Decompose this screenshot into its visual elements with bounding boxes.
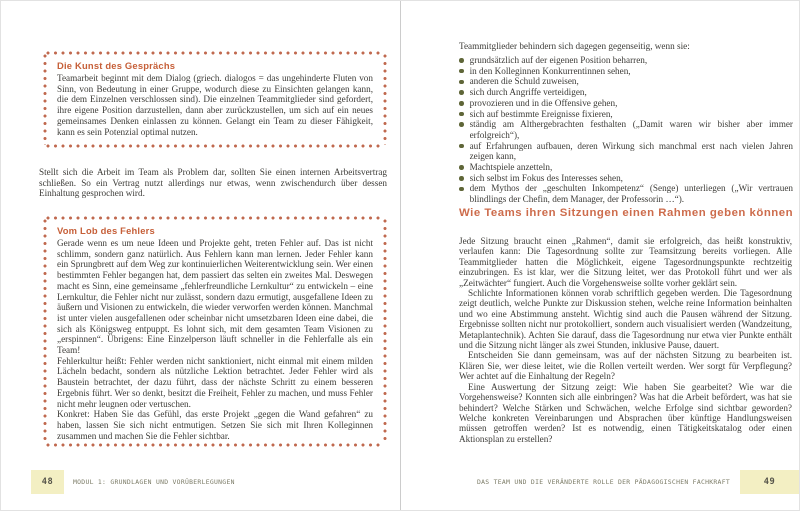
list-item <box>459 141 793 162</box>
running-head-left: MODUL 1: GRUNDLAGEN UND VORÜBERLEGUNGEN <box>73 478 235 486</box>
list-item <box>459 119 793 140</box>
dotted-border-top <box>46 216 384 220</box>
running-head-right: DAS TEAM UND DIE VERÄNDERTE ROLLE DER PÄDAGOGISCHEN FACHKRAFT <box>477 478 730 486</box>
left-page-footer <box>1 470 400 494</box>
bullet-text: sich durch Angriffe verteidigen, <box>469 87 587 98</box>
bullet-text: grundsätzlich auf der eigenen Position beharren, <box>469 55 648 65</box>
bullet-text: sich selbst im Fokus des Interesses sehen, <box>469 172 623 183</box>
bullet-text: dem Mythos der „geschulten Inkompetenz“ (Senge) unterliegen („Wir vertrauen blindlings der Chefin, dem Manager, der Professorin …“). <box>469 183 793 205</box>
page-right <box>401 1 800 510</box>
bullet-dot-icon <box>459 165 464 170</box>
bullet-dot-icon <box>459 176 464 181</box>
bullet-text: ständig am Althergebrachten festhalten („Damit waren wir bisher aber immer erfolgreich“), <box>469 119 793 140</box>
info-box-fehler <box>43 216 387 447</box>
bullet-dot-icon <box>459 122 464 127</box>
dotted-border-left <box>43 219 47 444</box>
list-item <box>459 173 793 184</box>
list-item <box>459 98 793 109</box>
section-heading: Wie Teams ihren Sitzungen einen Rahmen geben können <box>459 207 794 219</box>
body-paragraph: Jede Sitzung braucht einen „Rahmen“, damit sie erfolgreich, das heißt konstruktiv, verlaufen kann: Die Tagesordnung sollte zur Teamsitzung bereits vorliegen. Alle Teammitglieder hatten die Möglichkeit, eigene Tagesordnungspunkte rechtzeitig einzubringen. Es ist klar, wer die Sitzung leitet, wer das Protokoll führt und wer als „Zeitwächter“ fungiert. Auch die Vorgehensweise sollte vorher geklärt sein. <box>459 236 792 288</box>
list-item <box>459 76 793 87</box>
hindrance-bullet-list <box>459 55 793 205</box>
page-number-left: 48 <box>41 477 54 487</box>
dotted-border-top <box>46 51 384 55</box>
bullet-dot-icon <box>459 101 464 106</box>
bullet-text: provozieren und in die Offensive gehen, <box>469 97 618 108</box>
bullet-dot-icon <box>459 112 464 117</box>
section-paragraphs <box>459 236 792 444</box>
page-number-box-right <box>740 470 799 494</box>
dotted-border-right <box>383 54 387 145</box>
bullet-text: auf Erfahrungen aufbauen, deren Wirkung sich manchmal erst nach vielen Jahren zeigen kann, <box>469 140 793 162</box>
page-left <box>1 1 400 510</box>
bullet-dot-icon <box>459 80 464 85</box>
dotted-border-bottom <box>46 144 384 148</box>
bullet-dot-icon <box>459 58 464 63</box>
bullet-dot-icon <box>459 69 464 74</box>
box-title-gespraechs: Die Kunst des Gesprächs <box>57 60 176 71</box>
paragraph-arbeitsvertrag: Stellt sich die Arbeit im Team als Problem dar, sollten Sie einen internen Arbeitsvertrag schließen. So ein Vertrag nutzt allerdings nur etwas, wenn zwischendurch über dessen Einhaltung gesprochen wird. <box>39 167 387 199</box>
page-number-box-left <box>31 470 64 494</box>
dotted-border-left <box>43 54 47 145</box>
body-paragraph: Entscheiden Sie dann gemeinsam, was auf der nächsten Sitzung zu bearbeiten ist. Klären Sie, wer diese leitet, wie die Rollen verteilt werden. Wer sorgt für Verpflegung? Wer achtet auf die Einhaltung der Regeln? <box>459 350 792 382</box>
bullet-list-intro: Teammitglieder behindern sich dagegen gegenseitig, wenn sie: <box>459 41 690 51</box>
page-number-right: 49 <box>763 477 776 487</box>
list-item <box>459 87 793 98</box>
box-body-fehler <box>57 238 373 441</box>
bullet-text: anderen die Schuld zuweisen, <box>469 76 579 87</box>
body-paragraph: Schlichte Informationen können vorab schriftlich gegeben werden. Die Tagesordnung zeigt deutlich, welche Punkte zur Diskussion stehen, welche reine Information beinhalten und wo eine Abstimmung ansteht. Wichtig sind auch die Pausen während der Sitzung. Ergebnisse sollten nicht nur protokolliert, sondern auch visualisiert werden (Wandzeitung, Metaplantechnik). Achten Sie darauf, dass die Tagesordnung nur etwa vier Punkte enthält und die Sitzung nicht länger als zwei Stunden, inklusive Pause, dauert. <box>459 288 792 351</box>
box-paragraph: Gerade wenn es um neue Ideen und Projekte geht, treten Fehler auf. Das ist nicht schlimm, sondern ganz natürlich. Aus Fehlern kann man lernen. Jeder Fehler kann ein Sprungbrett auf dem Weg zur kontinuierlichen Weiterentwicklung sein. Wer einen bestimmten Fehler begangen hat, dem passiert das selten ein zweites Mal. Deswegen macht es Sinn, eine gemeinsame „fehlerfreundliche Lernkultur“ zu entwickeln – eine Lernkultur, die Fehler nicht nur zulässt, sondern dazu ermutigt, ausgefallene Ideen zu äußern und Visionen zu entwickeln, die wieder verworfen werden können. Manchmal ist unter vielen ausgefallenen oder scheinbar nicht umsetzbaren Ideen eine dabei, die sich als Königsweg entpuppt. Es lohnt sich, mit dem gesamten Team Visionen zu „erspinnen“. Übrigens: Eine Einzelperson läuft schneller in die Fehlerfalle als ein Team! <box>57 238 373 356</box>
bullet-text: sich auf bestimmte Ereignisse fixieren, <box>469 108 613 119</box>
list-item <box>459 55 793 66</box>
box-body-gespraechs: Teamarbeit beginnt mit dem Dialog (griech. dialogos = das ungehinderte Fluten von Sinn, von Bedeutung in einer Gruppe, wodurch diese zu Einsichten gelangen kann, die dem Einzelnen verschlossen sind). Die einzelnen Teammitglieder sind gefordert, ihre eigene Position darzustellen, dann aber zurückzustellen, um sich auf ein neues gemeinsames Denken einlassen zu können. Gelangt ein Team zu dieser Fähigkeit, kann es sein Potenzial optimal nutzen. <box>57 73 373 137</box>
bullet-dot-icon <box>459 90 464 95</box>
info-box-gespraechs <box>43 51 387 148</box>
dotted-border-bottom <box>46 443 384 447</box>
list-item <box>459 109 793 120</box>
bullet-text: in den Kolleginnen Konkurrentinnen sehen, <box>469 65 631 76</box>
box-paragraph: Fehlerkultur heißt: Fehler werden nicht sanktioniert, nicht einmal mit einem milden Lächeln bedacht, sondern als nützliche Lektion betrachtet. Jeder Fehler wird als Baustein betrachtet, der dazu führt, dass der nächste Schritt zu einem besseren Ergebnis führt. Wer so denkt, besitzt die Freiheit, Fehler zu machen, und muss Fehler nicht mehr leugnen oder vertuschen. <box>57 355 373 409</box>
right-page-footer <box>401 470 800 494</box>
list-item <box>459 162 793 173</box>
list-item <box>459 183 793 204</box>
box-title-fehler: Vom Lob des Fehlers <box>57 225 155 236</box>
bullet-text: Machtspiele anzetteln, <box>469 162 553 173</box>
dotted-border-right <box>383 219 387 444</box>
bullet-dot-icon <box>459 187 464 192</box>
body-paragraph: Eine Auswertung der Sitzung zeigt: Wie haben Sie gearbeitet? Wie war die Vorgehensweise? Konnten sich alle einbringen? Was hat die Arbeit befördert, was hat sie behindert? Welche Stärken und Schwächen, welche Erfolge sind sichtbar geworden? Welche konkreten Vereinbarungen und Absprachen über künftige Handlungsweisen müssen getroffen werden? Ist es notwendig, einen Tätigkeitskatalog oder einen Aktionsplan zu erstellen? <box>459 381 792 444</box>
bullet-dot-icon <box>459 144 464 149</box>
box-paragraph: Konkret: Haben Sie das Gefühl, das erste Projekt „gegen die Wand gefahren“ zu haben, lassen Sie sich nicht entmutigen. Setzen Sie sich mit Ihren Kolleginnen zusammen und machen Sie die Fehler sichtbar. <box>57 409 373 441</box>
list-item <box>459 66 793 77</box>
